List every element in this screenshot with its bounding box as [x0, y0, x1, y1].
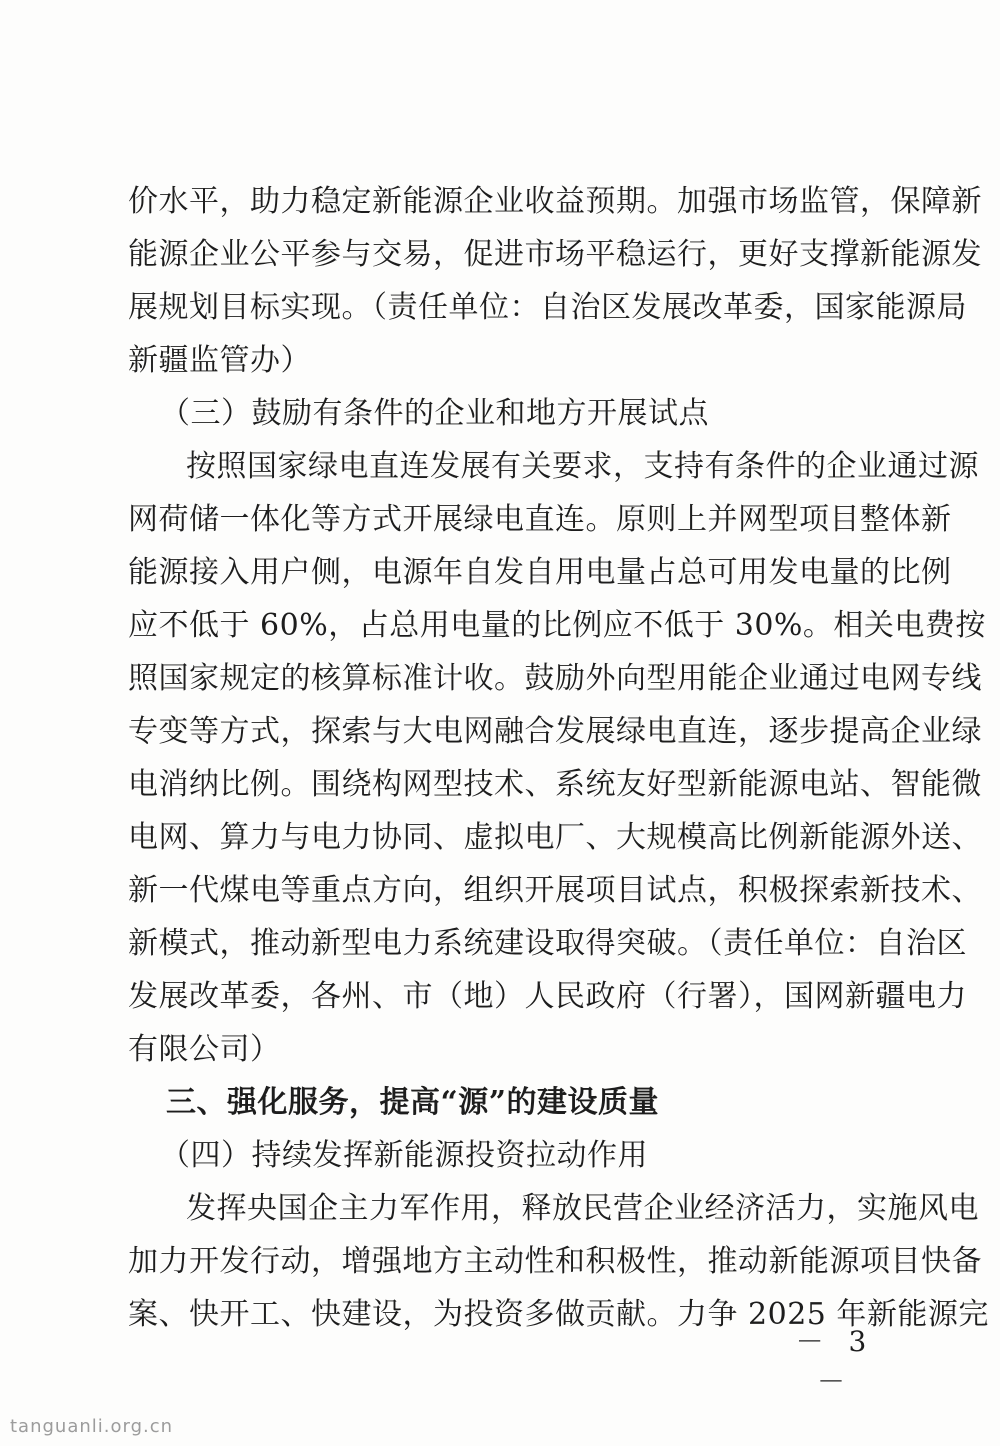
body-text-line-12: 电消纳比例。围绕构网型技术、系统友好型新能源电站、智能微	[128, 767, 982, 802]
section-heading-four: （四）持续发挥新能源投资拉动作用	[160, 1138, 648, 1173]
body-text-line-20: 发挥央国企主力军作用，释放民营企业经济活力，实施风电	[186, 1191, 979, 1226]
body-text-line-11: 专变等方式，探索与大电网融合发展绿电直连，逐步提高企业绿	[128, 714, 982, 749]
body-text-line-15: 新模式，推动新型电力系统建设取得突破。（责任单位：自治区	[128, 926, 967, 961]
section-heading-three: （三）鼓励有条件的企业和地方开展试点	[160, 396, 709, 431]
body-text-line-14: 新一代煤电等重点方向，组织开展项目试点，积极探索新技术、	[128, 873, 982, 908]
body-text-line-21: 加力开发行动，增强地方主动性和积极性，推动新能源项目快备	[128, 1244, 982, 1279]
page-number: － 3 －	[795, 1325, 875, 1398]
body-text-line-1: 价水平，助力稳定新能源企业收益预期。加强市场监管，保障新	[128, 184, 982, 219]
body-text-line-22: 案、快开工、快建设，为投资多做贡献。力争 2025 年新能源完	[128, 1297, 989, 1332]
chapter-heading-three: 三、强化服务，提高“源”的建设质量	[166, 1085, 660, 1120]
body-text-line-2: 能源企业公平参与交易，促进市场平稳运行，更好支撑新能源发	[128, 237, 982, 272]
body-text-line-17: 有限公司）	[128, 1032, 281, 1067]
watermark-text: tanguanli.org.cn	[10, 1416, 174, 1437]
body-text-line-3: 展规划目标实现。（责任单位：自治区发展改革委，国家能源局	[128, 290, 967, 325]
body-text-line-7: 网荷储一体化等方式开展绿电直连。原则上并网型项目整体新	[128, 502, 952, 537]
body-text-line-10: 照国家规定的核算标准计收。鼓励外向型用能企业通过电网专线	[128, 661, 982, 696]
body-text-line-8: 能源接入用户侧，电源年自发自用电量占总可用发电量的比例	[128, 555, 952, 590]
body-text-line-4: 新疆监管办）	[128, 343, 311, 378]
body-text-line-6: 按照国家绿电直连发展有关要求，支持有条件的企业通过源	[186, 449, 979, 484]
body-text-line-9: 应不低于 60%，占总用电量的比例应不低于 30%。相关电费按	[128, 608, 986, 643]
body-text-line-13: 电网、算力与电力协同、虚拟电厂、大规模高比例新能源外送、	[128, 820, 982, 855]
body-text-line-16: 发展改革委，各州、市（地）人民政府（行署），国网新疆电力	[128, 979, 967, 1014]
